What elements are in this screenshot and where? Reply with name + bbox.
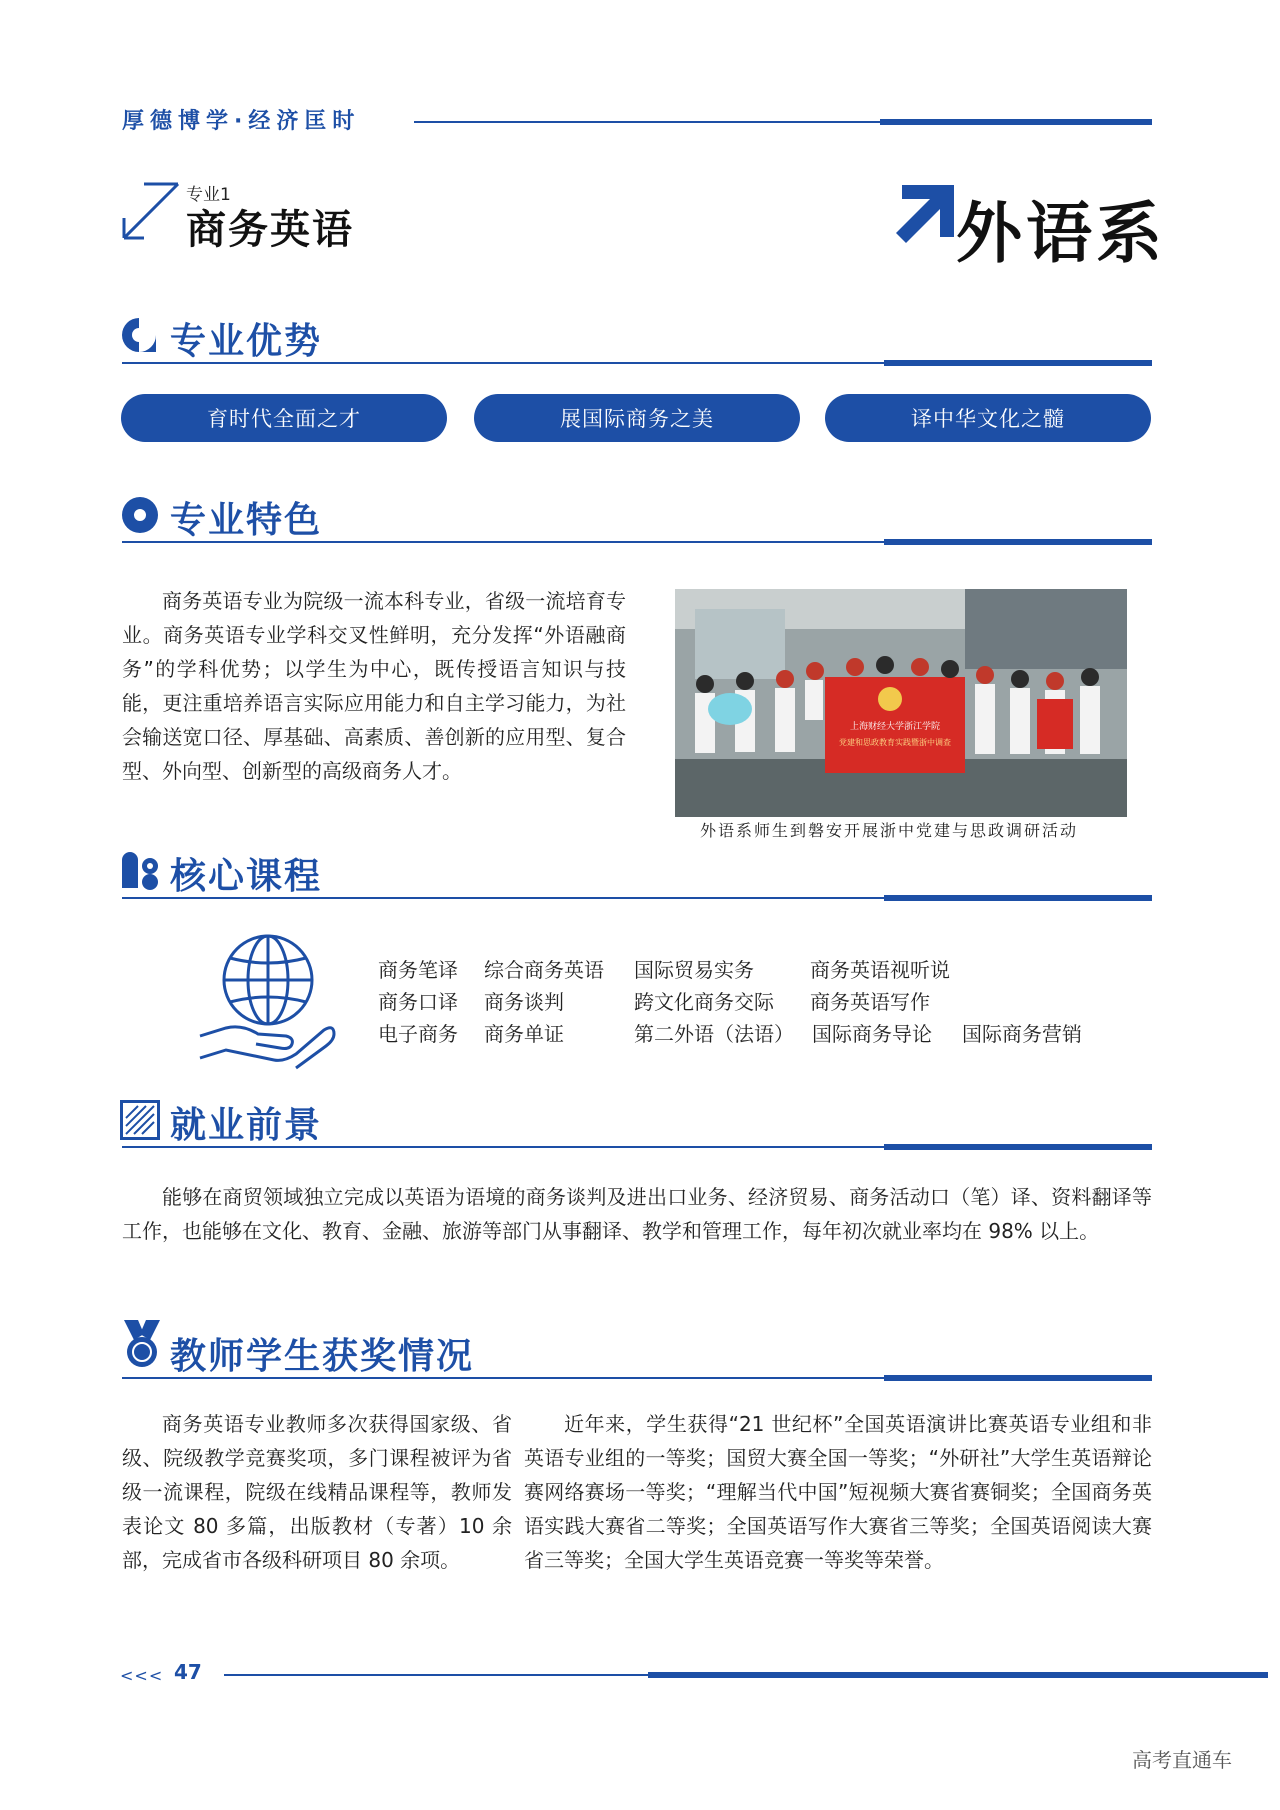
major-title: 商务英语: [186, 207, 354, 253]
section-divider-bar: [884, 895, 1152, 901]
course-item: 商务笔译: [378, 958, 458, 982]
pill-culture: 译中华文化之髓: [825, 394, 1151, 442]
motto: 厚德博学·经济匡时: [122, 109, 361, 134]
activity-photo: [675, 589, 1127, 817]
section-divider-bar: [884, 1144, 1152, 1150]
section-icon-courses: [120, 852, 160, 892]
course-item: 商务英语写作: [810, 990, 930, 1014]
section-icon-advantages: [120, 316, 158, 354]
course-item: 国际贸易实务: [634, 958, 754, 982]
employment-paragraph: 能够在商贸领域独立完成以英语为语境的商务谈判及进出口业务、经济贸易、商务活动口（笔）译、资料翻译等工作，也能够在文化、教育、金融、旅游等部门从事翻译、教学和管理工作，每年初次就业率均在 98% 以上。: [122, 1185, 1152, 1243]
section-divider-bar: [884, 360, 1152, 366]
section-title-courses: 核心课程: [170, 856, 323, 897]
course-item: 商务谈判: [484, 990, 564, 1014]
features-paragraph: 商务英语专业为院级一流本科专业，省级一流培育专业。商务英语专业学科交叉性鲜明，充分发挥“外语融商务”的学科优势；以学生为中心，既传授语言知识与技能，更注重培养语言实际应用能力和自主学习能力，为社会输送宽口径、厚基础、高素质、善创新的应用型、复合型、外向型、创新型的高级商务人才。: [122, 589, 626, 783]
photo-caption: 外语系师生到磐安开展浙中党建与思政调研活动: [700, 821, 1079, 840]
section-divider-bar: [884, 1375, 1152, 1381]
student-awards-paragraph: 近年来，学生获得“21 世纪杯”全国英语演讲比赛英语专业组和非英语专业组的一等奖；国贸大赛全国一等奖；“外研社”大学生英语辩论赛网络赛场一等奖；“理解当代中国”短视频大赛省赛铜奖；全国商务英语实践大赛省二等奖；全国英语写作大赛省三等奖；全国英语阅读大赛省三等奖；全国大学生英语竞赛一等奖等荣誉。: [524, 1412, 1152, 1572]
course-item: 商务英语视听说: [810, 958, 950, 982]
globe-in-hand-icon: [196, 930, 338, 1070]
course-item: 国际商务营销: [962, 1022, 1082, 1046]
section-icon-employment: [120, 1100, 160, 1140]
header-divider-bar: [880, 119, 1152, 125]
course-item: 综合商务英语: [484, 958, 604, 982]
course-item: 跨文化商务交际: [634, 990, 774, 1014]
section-divider-bar: [884, 539, 1152, 545]
section-title-awards: 教师学生获奖情况: [170, 1336, 475, 1377]
course-item: 商务口译: [378, 990, 458, 1014]
course-item: 电子商务: [378, 1022, 458, 1046]
arrow-up-right-icon: [896, 185, 954, 243]
page-number: 47: [174, 1660, 202, 1684]
teacher-awards-paragraph: 商务英语专业教师多次获得国家级、省级、院级教学竞赛奖项，多门课程被评为省级一流课程，院级在线精品课程等，教师发表论文 80 多篇，出版教材（专著）10 余部，完成省市各级科研项目 80 余项。: [122, 1412, 512, 1572]
section-icon-features: [120, 495, 160, 535]
watermark: 高考直通车: [1132, 1748, 1232, 1772]
footer-divider: [224, 1674, 648, 1676]
section-title-employment: 就业前景: [170, 1105, 323, 1146]
corner-arrow-icon: [120, 180, 182, 242]
banner-text-line1: 上海财经大学浙江学院: [849, 722, 941, 732]
section-title-features: 专业特色: [170, 500, 323, 541]
section-title-advantages: 专业优势: [170, 321, 323, 362]
pill-talent: 育时代全面之才: [121, 394, 447, 442]
course-item: 商务单证: [484, 1022, 564, 1046]
group-photo-illustration: [675, 589, 1127, 817]
major-number: 专业1: [186, 185, 231, 205]
course-item: 国际商务导论: [812, 1022, 932, 1046]
page-arrows: <<<: [120, 1666, 164, 1685]
banner-text-line2: 党建和思政教育实践暨浙中调查: [839, 738, 951, 747]
medal-icon: [120, 1320, 164, 1370]
footer-divider-bar: [648, 1672, 1268, 1678]
header-divider: [414, 121, 880, 123]
course-item: 第二外语（法语）: [634, 1022, 794, 1046]
pill-business: 展国际商务之美: [474, 394, 800, 442]
department-title: 外语系: [956, 195, 1166, 272]
